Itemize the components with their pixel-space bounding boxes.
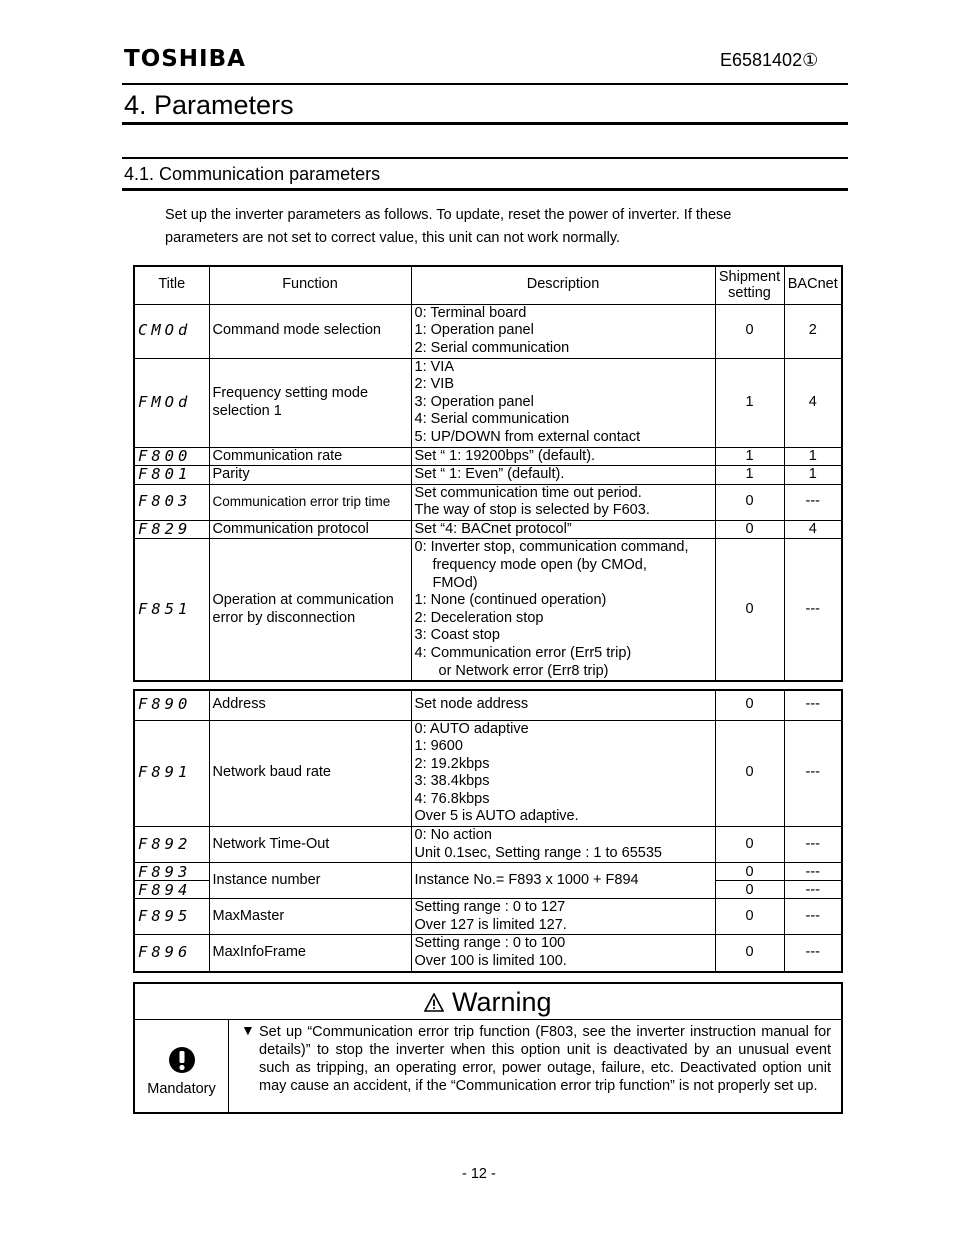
mandatory-exclamation-icon bbox=[168, 1046, 196, 1074]
desc-line: Unit 0.1sec, Setting range : 1 to 65535 bbox=[414, 844, 662, 861]
page-number: - 12 - bbox=[462, 1166, 496, 1182]
param-function: Communication protocol bbox=[209, 520, 411, 539]
title-rule bbox=[122, 122, 848, 125]
param-function: MaxInfoFrame bbox=[209, 935, 411, 972]
section-heading: 4.1. Communication parameters bbox=[124, 164, 381, 184]
desc-line: 3: Operation panel bbox=[414, 393, 534, 410]
table-row bbox=[134, 539, 842, 681]
table-row bbox=[134, 899, 842, 935]
table-row bbox=[134, 690, 842, 720]
param-description bbox=[411, 358, 715, 447]
param-function: Operation at communication error by disconnection bbox=[209, 539, 411, 681]
table-row bbox=[134, 520, 842, 539]
desc-line: 2: VIB bbox=[414, 376, 454, 393]
param-code: F894 bbox=[134, 881, 209, 899]
shipment-value: 1 bbox=[715, 358, 784, 447]
desc-line: Over 100 is limited 100. bbox=[414, 953, 567, 970]
desc-line: Setting range : 0 to 127 bbox=[414, 899, 566, 916]
param-function: Network baud rate bbox=[209, 720, 411, 827]
desc-line: 4: Serial communication bbox=[414, 411, 570, 428]
param-code: CMOd bbox=[134, 304, 209, 358]
shipment-value: 0 bbox=[715, 881, 784, 899]
param-code: FMOd bbox=[134, 358, 209, 447]
desc-line: 4: 76.8kbps bbox=[414, 790, 490, 807]
param-description: Set “4: BACnet protocol” bbox=[411, 520, 715, 539]
bacnet-value: 4 bbox=[784, 358, 842, 447]
warning-header bbox=[135, 984, 841, 1020]
bacnet-value: 4 bbox=[784, 520, 842, 539]
section-bottom-rule bbox=[122, 188, 848, 191]
param-description bbox=[411, 484, 715, 520]
desc-line: frequency mode open (by CMOd, bbox=[432, 557, 647, 574]
shipment-value: 1 bbox=[715, 466, 784, 485]
param-code: F891 bbox=[134, 720, 209, 827]
brand-logo: TOSHIBA bbox=[124, 46, 246, 72]
desc-line: 4: Communication error (Err5 trip) bbox=[414, 645, 632, 662]
header-title: Title bbox=[134, 266, 209, 304]
desc-line: The way of stop is selected by F603. bbox=[414, 502, 650, 519]
desc-line: Setting range : 0 to 100 bbox=[414, 935, 566, 952]
table-row bbox=[134, 720, 842, 827]
desc-line: 0: No action bbox=[414, 827, 492, 844]
desc-line: Over 127 is limited 127. bbox=[414, 916, 567, 933]
desc-line: 1: Operation panel bbox=[414, 322, 534, 339]
header-bacnet: BACnet bbox=[784, 266, 842, 304]
param-code: F895 bbox=[134, 899, 209, 935]
desc-line: FMOd) bbox=[432, 574, 478, 591]
param-description: Set “ 1: Even” (default). bbox=[411, 466, 715, 485]
param-code: F803 bbox=[134, 484, 209, 520]
desc-line: 2: Deceleration stop bbox=[414, 609, 544, 626]
desc-line: Over 5 is AUTO adaptive. bbox=[414, 808, 579, 825]
param-description: Set “ 1: 19200bps” (default). bbox=[411, 447, 715, 466]
bacnet-value: --- bbox=[784, 827, 842, 863]
desc-line: 0: Inverter stop, communication command, bbox=[414, 539, 689, 556]
param-function: Address bbox=[209, 690, 411, 720]
bacnet-value: --- bbox=[784, 881, 842, 899]
param-function: Instance number bbox=[209, 863, 411, 899]
section-top-rule bbox=[122, 157, 848, 159]
table-row bbox=[134, 304, 842, 358]
shipment-value: 0 bbox=[715, 520, 784, 539]
document-number: E6581402① bbox=[720, 50, 819, 70]
bacnet-value: 1 bbox=[784, 466, 842, 485]
shipment-value: 1 bbox=[715, 447, 784, 466]
param-code: F800 bbox=[134, 447, 209, 466]
table-row bbox=[134, 827, 842, 863]
bacnet-value: --- bbox=[784, 720, 842, 827]
param-code: F890 bbox=[134, 690, 209, 720]
warning-text: Set up “Communication error trip function (F803, see the inverter instruction manual for details)” to stop the inverter when this option unit is deactivated by an unusual event such as tripping, an operating error, power outage, failure, etc. Deactivated option unit may cause an accident, if the “Communication error trip function” is not properly set up. bbox=[259, 1024, 831, 1094]
warning-triangle-icon bbox=[424, 993, 444, 1012]
shipment-value: 0 bbox=[715, 539, 784, 681]
param-description bbox=[411, 935, 715, 972]
table-row bbox=[134, 484, 842, 520]
parameter-table-2 bbox=[133, 689, 843, 973]
param-code: F892 bbox=[134, 827, 209, 863]
parameter-table-1 bbox=[133, 265, 843, 682]
desc-line: 1: 9600 bbox=[414, 738, 463, 755]
bullet-triangle-icon: ▼ bbox=[241, 1022, 255, 1038]
desc-line: 0: Terminal board bbox=[414, 304, 527, 321]
param-function: Command mode selection bbox=[209, 304, 411, 358]
shipment-value: 0 bbox=[715, 720, 784, 827]
param-code: F851 bbox=[134, 539, 209, 681]
table-header-row bbox=[134, 266, 842, 304]
shipment-value: 0 bbox=[715, 935, 784, 972]
shipment-value: 0 bbox=[715, 304, 784, 358]
param-code: F896 bbox=[134, 935, 209, 972]
shipment-value: 0 bbox=[715, 863, 784, 881]
desc-line: or Network error (Err8 trip) bbox=[438, 662, 609, 679]
param-description bbox=[411, 304, 715, 358]
param-description: Set node address bbox=[411, 690, 715, 720]
warning-title: Warning bbox=[451, 987, 552, 1017]
table-row bbox=[134, 447, 842, 466]
mandatory-label: Mandatory bbox=[147, 1081, 216, 1097]
param-code: F829 bbox=[134, 520, 209, 539]
param-function: Frequency setting mode selection 1 bbox=[209, 358, 411, 447]
table-row bbox=[134, 358, 842, 447]
bacnet-value: 2 bbox=[784, 304, 842, 358]
param-description bbox=[411, 539, 715, 681]
param-description bbox=[411, 720, 715, 827]
desc-line: 3: Coast stop bbox=[414, 627, 500, 644]
mandatory-cell bbox=[135, 1020, 229, 1112]
desc-line: 2: 19.2kbps bbox=[414, 755, 490, 772]
bacnet-value: 1 bbox=[784, 447, 842, 466]
param-function: Communication rate bbox=[209, 447, 411, 466]
param-function: Network Time-Out bbox=[209, 827, 411, 863]
desc-line: Set communication time out period. bbox=[414, 484, 642, 501]
header-description: Description bbox=[411, 266, 715, 304]
intro-paragraph: Set up the inverter parameters as follows. To update, reset the power of inverter. If these parameters are not set to correct value, this unit can not work normally. bbox=[165, 207, 732, 246]
header-function: Function bbox=[209, 266, 411, 304]
table-row bbox=[134, 466, 842, 485]
param-description bbox=[411, 899, 715, 935]
param-code: F893 bbox=[134, 863, 209, 881]
param-function: MaxMaster bbox=[209, 899, 411, 935]
param-code: F801 bbox=[134, 466, 209, 485]
desc-line: 3: 38.4kbps bbox=[414, 773, 490, 790]
param-description: Instance No.= F893 x 1000 + F894 bbox=[411, 863, 715, 899]
warning-box bbox=[133, 982, 843, 1114]
bacnet-value: --- bbox=[784, 863, 842, 881]
shipment-value: 0 bbox=[715, 690, 784, 720]
bacnet-value: --- bbox=[784, 484, 842, 520]
header-shipment: Shipment setting bbox=[715, 266, 784, 304]
bacnet-value: --- bbox=[784, 539, 842, 681]
shipment-value: 0 bbox=[715, 484, 784, 520]
desc-line: 5: UP/DOWN from external contact bbox=[414, 428, 641, 445]
table-row bbox=[134, 863, 842, 881]
table-row bbox=[134, 935, 842, 972]
header-rule bbox=[122, 83, 848, 85]
bacnet-value: --- bbox=[784, 690, 842, 720]
param-function: Communication error trip time bbox=[209, 484, 411, 520]
bacnet-value: --- bbox=[784, 899, 842, 935]
shipment-value: 0 bbox=[715, 827, 784, 863]
desc-line: 1: VIA bbox=[414, 358, 454, 375]
shipment-value: 0 bbox=[715, 899, 784, 935]
desc-line: 1: None (continued operation) bbox=[414, 592, 607, 609]
page-title: 4. Parameters bbox=[124, 90, 294, 120]
param-function: Parity bbox=[209, 466, 411, 485]
desc-line: 2: Serial communication bbox=[414, 339, 570, 356]
desc-line: 0: AUTO adaptive bbox=[414, 720, 529, 737]
bacnet-value: --- bbox=[784, 935, 842, 972]
param-description bbox=[411, 827, 715, 863]
